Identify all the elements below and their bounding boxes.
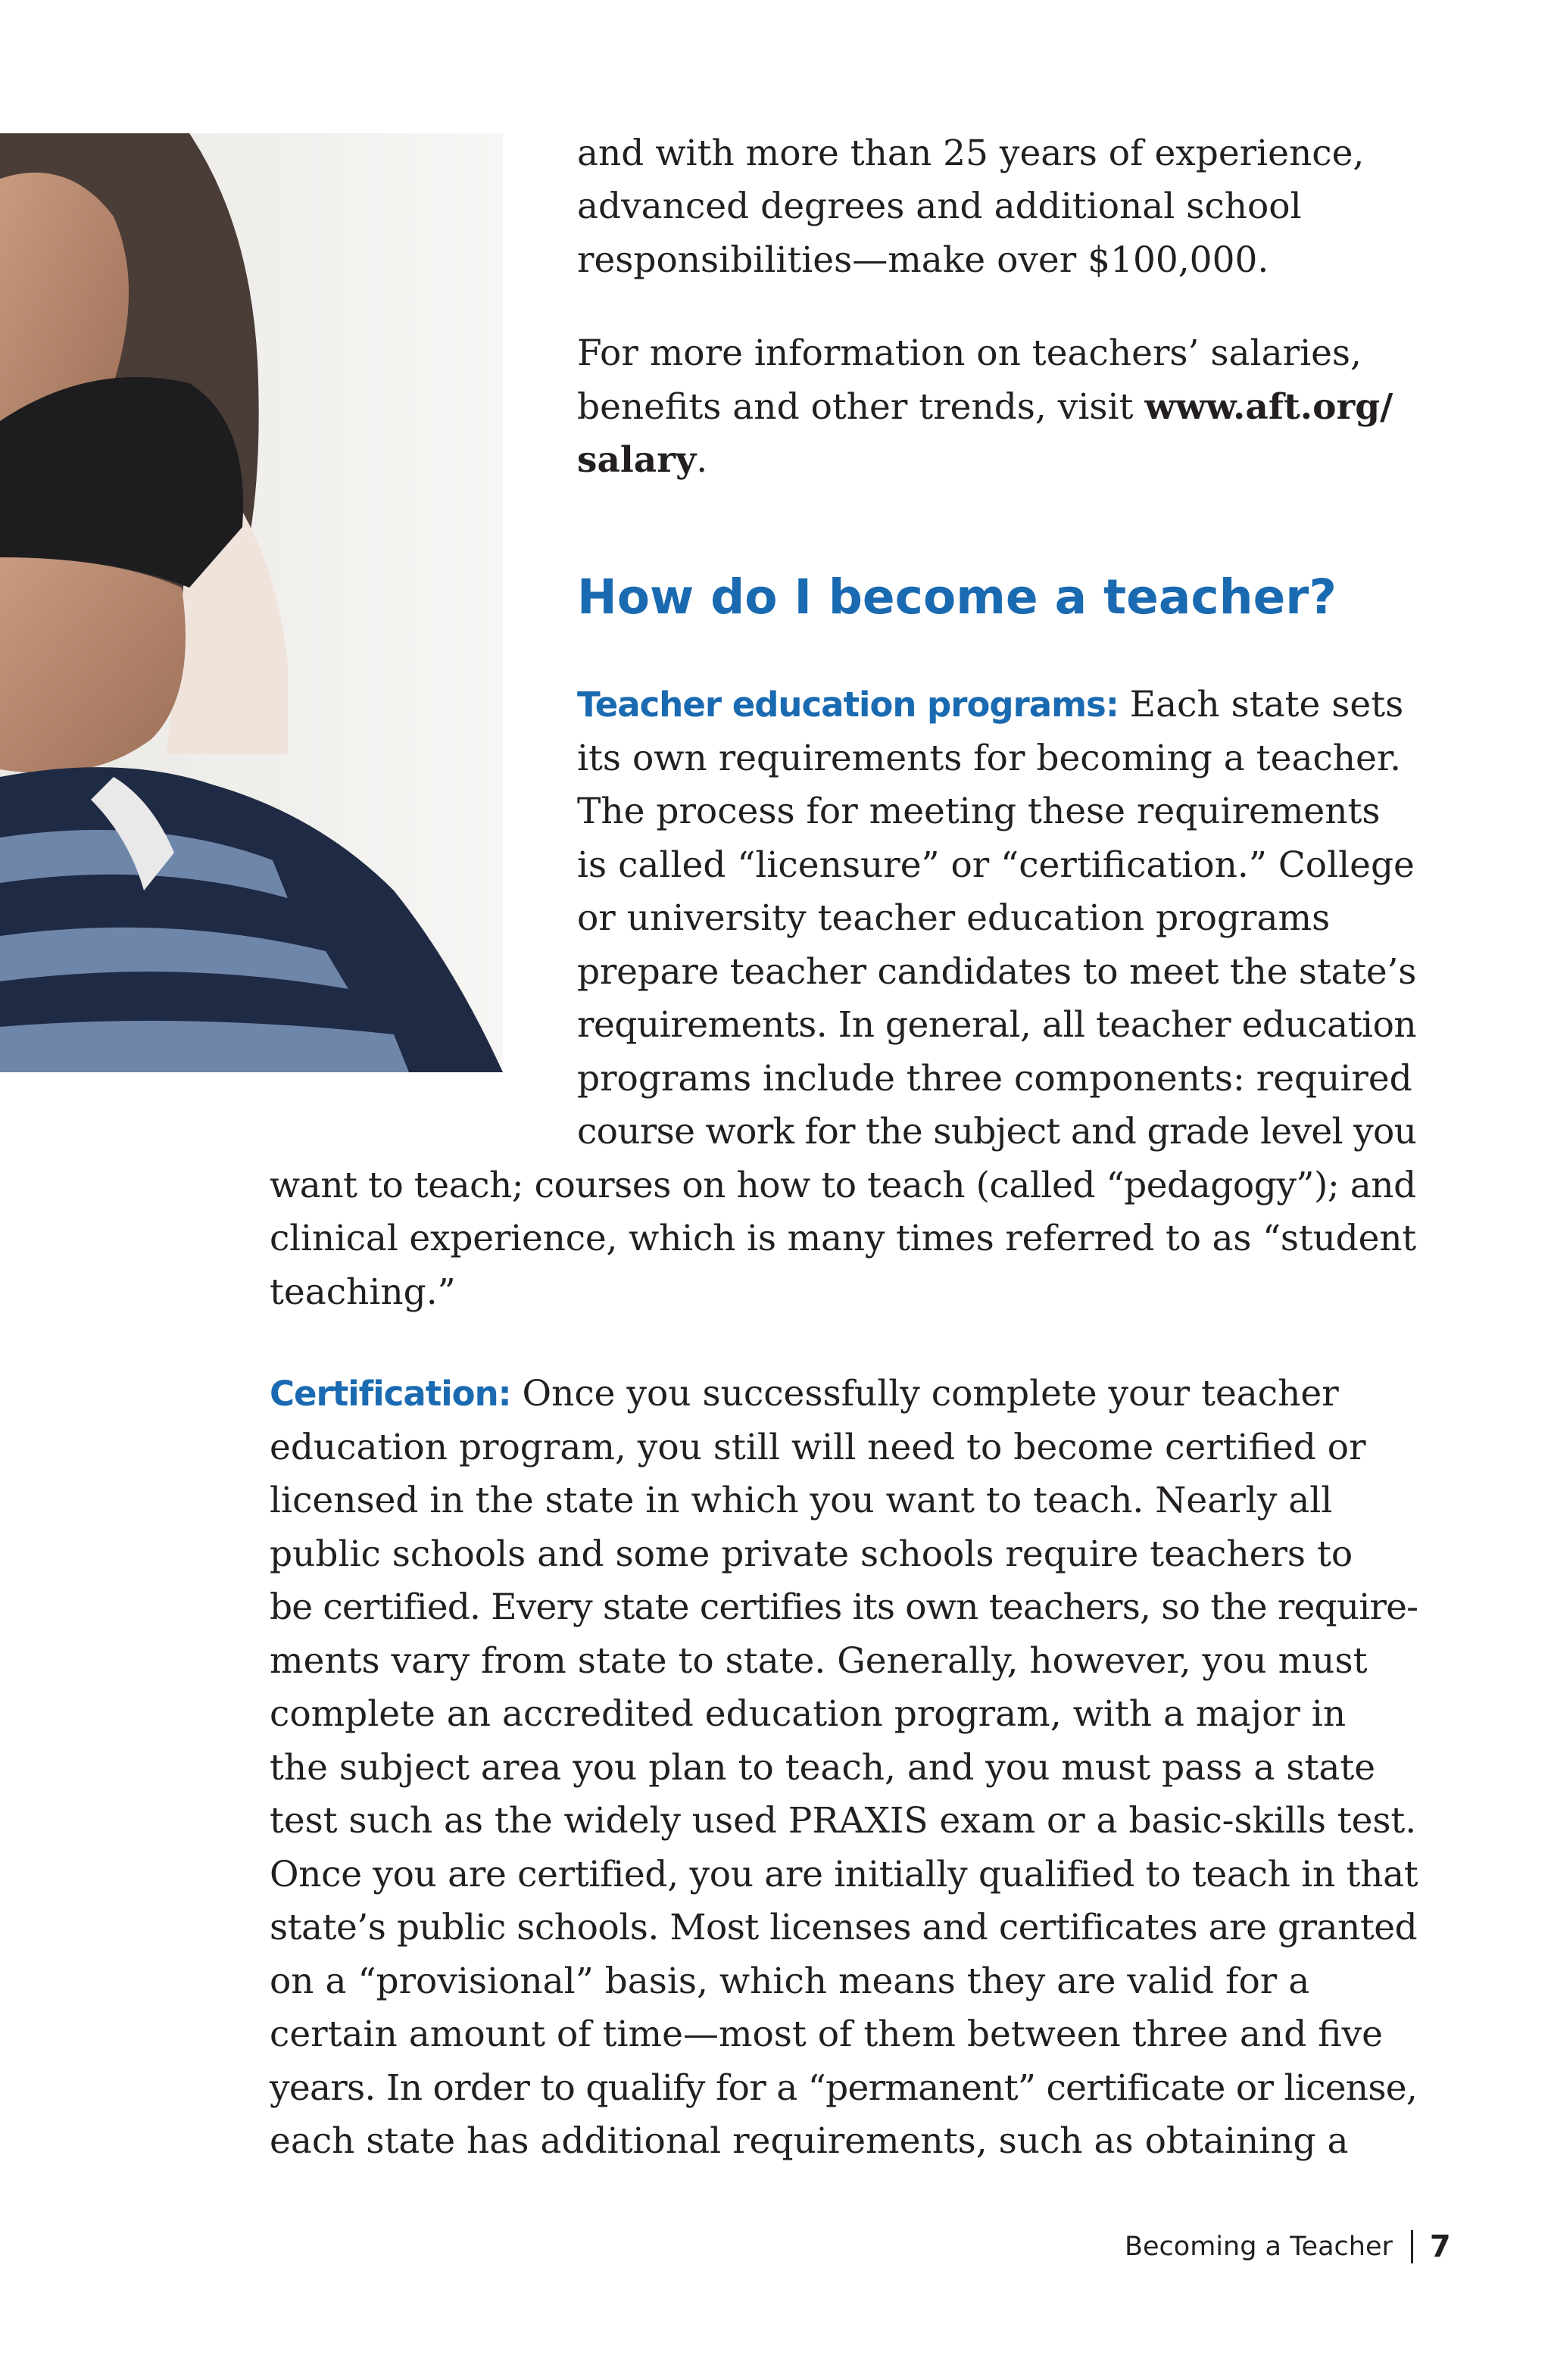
teacher-education-line: requirements. In general, all teacher education [577,1004,1417,1046]
certification-line: complete an accredited education program, with a major in [270,1693,1347,1735]
teacher-education-line: teaching.” [270,1271,456,1313]
certification-label: Certification: [270,1374,511,1414]
intro-line: and with more than 25 years of experience, [577,133,1365,174]
teacher-education-line: prepare teacher candidates to meet the state’s [577,951,1417,993]
certification-line: education program, you still will need to become certified or [270,1427,1366,1468]
certification-line: on a “provisional” basis, which means they are valid for a [270,1960,1310,2002]
teacher-education-line: or university teacher education programs [577,897,1331,939]
teacher-education-line: is called “licensure” or “certification.” College [577,844,1415,886]
intro-line: advanced degrees and additional school [577,186,1302,227]
teacher-education-line: programs include three components: required [577,1058,1412,1100]
certification-line: the subject area you plan to teach, and you must pass a state [270,1747,1376,1789]
salary-line [577,434,707,488]
certification-line: licensed in the state in which you want to teach. Nearly all [270,1480,1333,1521]
page-number: 7 [1429,2229,1451,2264]
teacher-education-line: want to teach; courses on how to teach (called “pedagogy”); and [270,1165,1416,1206]
salary-line: For more information on teachers’ salaries, [577,332,1362,374]
teacher-education-line: course work for the subject and grade level you [577,1111,1417,1153]
teacher-education-line [577,678,1403,732]
salary-link-part2[interactable]: salary [577,439,697,481]
certification-line: Once you are certified, you are initially qualified to teach in that [270,1854,1418,1895]
teacher-education-label: Teacher education programs: [577,685,1119,725]
certification-line: each state has additional requirements, such as obtaining a [270,2120,1349,2162]
teacher-education-line: clinical experience, which is many times referred to as “student [270,1218,1417,1259]
students-photo-illustration [0,133,503,1072]
salary-link-part1[interactable]: www.aft.org/ [1144,386,1393,428]
intro-line: responsibilities—make over $100,000. [577,239,1269,281]
section-heading: How do I become a teacher? [577,569,1337,625]
certification-line: certain amount of time—most of them between three and five [270,2013,1383,2055]
teacher-education-first-line: Each state sets [1118,684,1404,725]
teacher-education-line: The process for meeting these requirements [577,791,1381,832]
page-footer [1125,2224,1451,2269]
footer-divider [1411,2230,1413,2263]
students-photo [0,133,503,1072]
salary-line [577,381,1393,435]
certification-line: be certified. Every state certifies its own teachers, so the require- [270,1586,1418,1628]
certification-line: test such as the widely used PRAXIS exam or a basic-skills test. [270,1800,1417,1842]
certification-line: years. In order to qualify for a “permanent” certificate or license, [270,2067,1418,2109]
certification-line [270,1368,1339,1421]
certification-line: public schools and some private schools require teachers to [270,1533,1353,1575]
certification-line: state’s public schools. Most licenses and certificates are granted [270,1907,1418,1948]
teacher-education-line: its own requirements for becoming a teacher. [577,738,1402,779]
certification-line: ments vary from state to state. Generally, however, you must [270,1640,1368,1682]
footer-title: Becoming a Teacher [1125,2232,1393,2262]
salary-line-period: . [696,439,708,481]
certification-first-line: Once you successfully complete your teacher [510,1373,1339,1415]
salary-line-text: benefits and other trends, visit [577,386,1145,428]
